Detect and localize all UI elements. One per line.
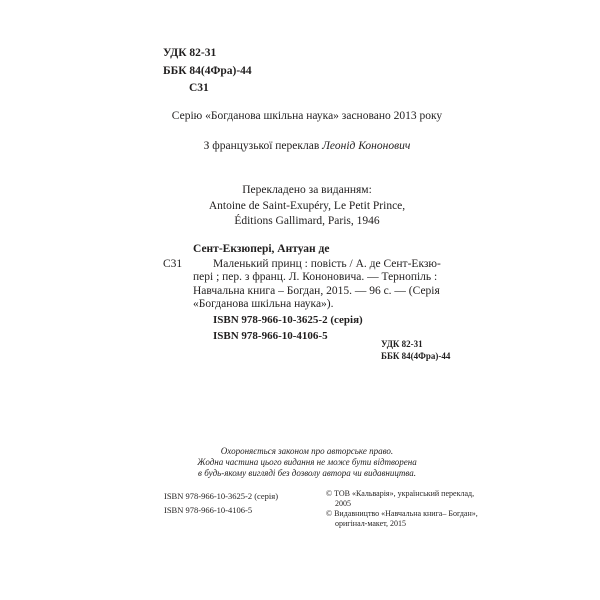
catalog-description — [163, 258, 459, 312]
source-edition-line1: Antoine de Saint-Exupéry, Le Petit Prince, — [208, 199, 406, 212]
footer-copyright-block — [326, 489, 478, 529]
catalog-line: Навчальна книга – Богдан, 2015. — 96 с. — (Серія — [193, 284, 440, 297]
udk-code-right: УДК 82-31 — [381, 339, 423, 349]
bbk-code: ББК 84(4Фра)-44 — [163, 64, 252, 77]
footer-copyright-translation: © ТОВ «Кальварія», український переклад, 2005 — [326, 489, 475, 508]
udk-code: УДК 82-31 — [163, 47, 217, 59]
notice-line: в будь-якому вигляді без дозволу автора чи видавництва. — [198, 468, 416, 478]
classification-codes-right — [381, 339, 450, 362]
footer-isbn-series: ISBN 978-966-10-3625-2 (серія) — [164, 491, 279, 501]
footer-isbn-block — [164, 490, 278, 517]
catalog-description-lines — [163, 258, 459, 312]
source-edition-heading: Перекладено за виданням: — [242, 184, 372, 196]
top-classification-codes — [163, 45, 252, 98]
isbn-book: ISBN 978-966-10-4106-5 — [213, 329, 328, 342]
catalog-author-code: С31 — [163, 257, 183, 270]
catalog-line: Маленький принц : повість / А. де Сент-Екзю- — [213, 257, 441, 270]
bbk-code-right: ББК 84(4Фра)-44 — [381, 350, 451, 361]
author-sign-code: С31 — [189, 82, 209, 94]
source-edition-line2: Éditions Gallimard, Paris, 1946 — [234, 215, 380, 227]
isbn-series: ISBN 978-966-10-3625-2 (серія) — [213, 314, 363, 326]
footer-isbn-book: ISBN 978-966-10-4106-5 — [164, 504, 253, 515]
notice-line: Охороняється законом про авторське право. — [220, 446, 394, 456]
copyright-protection-notice — [14, 446, 600, 479]
translator-name: Леонід Кононович — [322, 140, 411, 152]
catalog-line: пері ; пер. з франц. Л. Кононовича. — Тернопіль : — [193, 271, 438, 283]
catalog-line: «Богданова шкільна наука»). — [193, 298, 334, 310]
catalog-author: Сент-Екзюпері, Антуан де — [193, 243, 330, 255]
source-edition-block — [14, 183, 600, 230]
catalog-entry — [163, 243, 459, 312]
isbn-block — [213, 313, 363, 344]
notice-line: Жодна частина цього видання не може бути відтворена — [197, 457, 417, 467]
footer-copyright-layout: © Видавництво «Навчальна книга– Богдан», оригінал-макет, 2015 — [326, 509, 478, 528]
translator-note-prefix: З французької переклав — [203, 140, 323, 152]
series-founding-note: Серію «Богданова шкільна наука» засновано 2013 року — [171, 110, 443, 122]
translator-note — [14, 140, 600, 152]
